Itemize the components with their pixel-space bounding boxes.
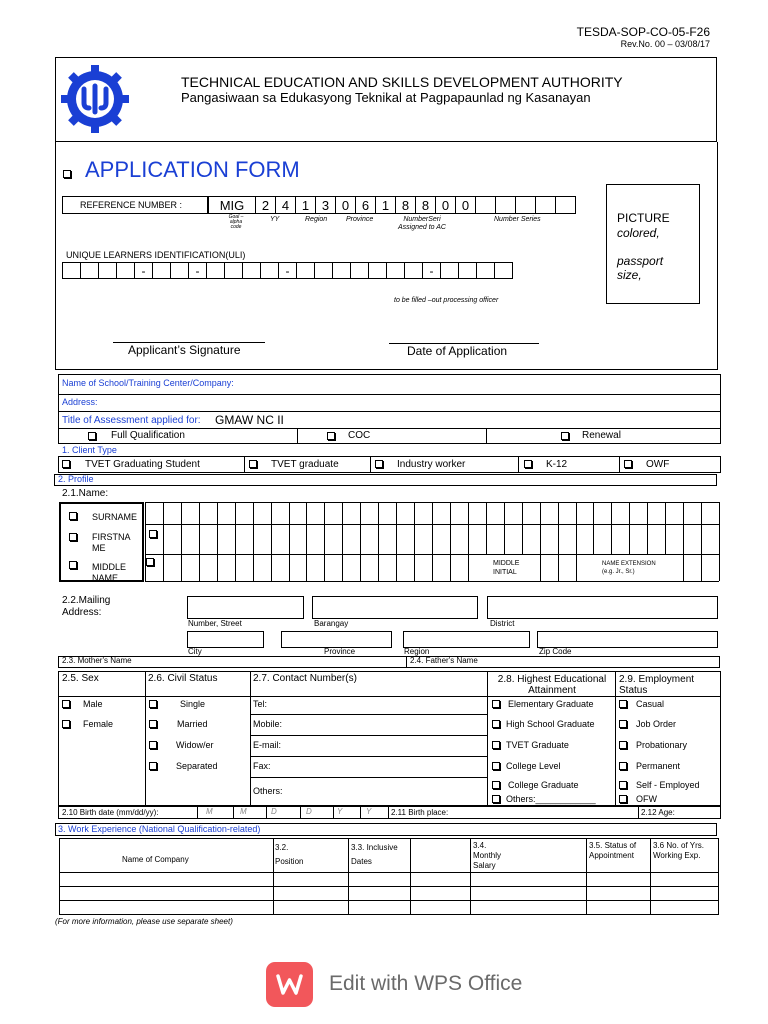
education-option: TVET Graduate xyxy=(506,740,569,750)
birth-mm[interactable]: M xyxy=(206,807,213,816)
divider xyxy=(266,806,267,819)
education-option: High School Graduate xyxy=(506,719,595,729)
divider xyxy=(145,671,146,806)
divider xyxy=(244,456,245,473)
school-label: Name of School/Training Center/Company: xyxy=(62,378,234,388)
birthplace-label: 2.11 Birth place: xyxy=(391,808,449,817)
client-type-option: K-12 xyxy=(546,459,568,470)
widower-checkbox[interactable] xyxy=(149,741,157,749)
birth-yy[interactable]: Y xyxy=(366,807,372,816)
caption-numberseri: NumberSeri Assigned to AC xyxy=(398,216,446,231)
divider xyxy=(370,456,371,473)
email-label[interactable]: E-mail: xyxy=(253,740,282,750)
divider xyxy=(619,456,620,473)
surname-label: SURNAME xyxy=(92,512,138,522)
ref-cell[interactable]: 0 xyxy=(456,197,476,214)
signature-label: Applicant’s Signature xyxy=(128,343,241,357)
uli-cell[interactable] xyxy=(225,263,243,279)
street-field[interactable] xyxy=(187,596,304,619)
ref-label: REFERENCE NUMBER : xyxy=(80,200,183,210)
birthdate-label: 2.10 Birth date (mm/dd/yy): xyxy=(62,808,159,817)
uli-cell[interactable] xyxy=(315,263,333,279)
caption-goal: Goal – alpha code xyxy=(228,214,244,230)
barangay-field[interactable] xyxy=(312,596,478,619)
name-label: 2.1.Name: xyxy=(62,488,109,499)
full-qualification-label: Full Qualification xyxy=(111,430,185,441)
civil-option: Separated xyxy=(176,761,218,771)
revision-number: Rev.No. 00 – 03/08/17 xyxy=(620,39,710,49)
ref-cell[interactable] xyxy=(496,197,516,214)
uli-cell[interactable] xyxy=(477,263,495,279)
date-label: Date of Application xyxy=(407,344,508,358)
birth-mm[interactable]: M xyxy=(240,807,247,816)
uli-cell[interactable] xyxy=(153,263,171,279)
mobile-label[interactable]: Mobile: xyxy=(253,719,283,729)
divider xyxy=(650,838,651,915)
client-type-option: Industry worker xyxy=(397,459,466,470)
divider xyxy=(388,806,389,819)
uli-cell[interactable] xyxy=(369,263,387,279)
education-option: Others:____________ xyxy=(506,794,596,804)
male-checkbox[interactable] xyxy=(62,700,70,708)
birth-yy[interactable]: Y xyxy=(337,807,343,816)
caption-province: Province xyxy=(324,647,356,656)
caption-region: Region xyxy=(404,647,430,656)
ref-cell[interactable]: MIG xyxy=(209,197,256,214)
employment-option: Permanent xyxy=(636,761,681,771)
divider xyxy=(518,456,519,473)
employment-option: Self - Employed xyxy=(636,780,700,790)
picture-colored: colored, xyxy=(617,226,660,240)
divider xyxy=(233,806,234,819)
college-level-checkbox[interactable] xyxy=(492,762,500,770)
divider xyxy=(59,872,719,873)
caption-street: Number, Street xyxy=(188,619,242,628)
education-option: Elementary Graduate xyxy=(508,699,594,709)
work-col-years: 3.6 No. of Yrs. Working Exp. xyxy=(653,841,704,860)
uli-cell[interactable] xyxy=(405,263,423,279)
ref-cell[interactable]: 1 xyxy=(376,197,396,214)
uli-dash: - xyxy=(135,263,153,279)
divider xyxy=(406,656,407,668)
caption-yy: YY xyxy=(270,216,280,223)
profile-header-box xyxy=(54,474,717,486)
divider xyxy=(300,806,301,819)
divider xyxy=(360,806,361,819)
client-type-option: OWF xyxy=(646,459,670,470)
picture-passport: passport xyxy=(617,254,664,268)
uli-cell[interactable] xyxy=(297,263,315,279)
divider xyxy=(250,756,487,757)
divider xyxy=(273,838,274,915)
education-option: College Graduate xyxy=(508,780,579,790)
divider xyxy=(58,411,721,412)
civil-option: Married xyxy=(177,719,208,729)
civil-option: Widow/er xyxy=(176,740,214,750)
middlename-checkbox[interactable] xyxy=(69,561,77,569)
sex-option: Female xyxy=(83,719,114,729)
tvet-graduate-checkbox[interactable] xyxy=(492,741,500,749)
divider xyxy=(615,671,616,806)
uli-cell[interactable] xyxy=(207,263,225,279)
client-type-label: 1. Client Type xyxy=(62,445,117,455)
ref-cell[interactable]: 0 xyxy=(336,197,356,214)
ofw-checkbox[interactable] xyxy=(619,795,627,803)
client-tvet-graduating-checkbox[interactable] xyxy=(62,460,70,468)
uli-cell[interactable] xyxy=(63,263,81,279)
divider xyxy=(250,735,487,736)
client-type-option: TVET graduate xyxy=(271,459,339,470)
uli-cell[interactable] xyxy=(459,263,477,279)
caption-region: Region xyxy=(305,216,328,223)
middle-initial-label: MIDDLE INITIAL xyxy=(493,560,520,576)
divider xyxy=(586,838,587,915)
caption-province: Province xyxy=(346,216,374,223)
full-qualification-checkbox[interactable] xyxy=(88,432,96,440)
org-title: TECHNICAL EDUCATION AND SKILLS DEVELOPMENT AUTHORITY xyxy=(181,74,623,90)
processing-note: to be filled –out processing officer xyxy=(394,297,499,304)
employment-option: OFW xyxy=(636,794,657,804)
divider xyxy=(58,696,721,697)
region-field[interactable] xyxy=(403,631,530,648)
uli-cell[interactable] xyxy=(261,263,279,279)
tesda-logo xyxy=(60,62,130,136)
client-industry-worker-checkbox[interactable] xyxy=(375,460,383,468)
uli-cell[interactable] xyxy=(387,263,405,279)
renewal-checkbox[interactable] xyxy=(561,432,569,440)
mailing-address-label: 2.2.Mailing Address: xyxy=(62,595,111,618)
female-checkbox[interactable] xyxy=(62,720,70,728)
mother-name-label: 2.3. Mother's Name xyxy=(62,656,132,665)
contact-label: 2.7. Contact Number(s) xyxy=(253,673,357,684)
divider xyxy=(348,838,349,915)
uli-dash: - xyxy=(189,263,207,279)
renewal-label: Renewal xyxy=(582,430,621,441)
uli-cell[interactable] xyxy=(99,263,117,279)
uli-cell[interactable] xyxy=(441,263,459,279)
uli-cells xyxy=(62,262,513,279)
divider xyxy=(297,428,298,444)
highschool-checkbox[interactable] xyxy=(492,720,500,728)
uli-cell[interactable] xyxy=(171,263,189,279)
fax-label[interactable]: Fax: xyxy=(253,761,271,771)
parents-row xyxy=(58,656,720,668)
assessment-label: Title of Assessment applied for: xyxy=(62,415,201,426)
ref-cell[interactable] xyxy=(516,197,536,214)
education-label: 2.8. Highest Educational Attainment xyxy=(497,674,607,696)
divider xyxy=(58,394,721,395)
uli-cell[interactable] xyxy=(495,263,513,279)
divider xyxy=(487,671,488,806)
sex-label: 2.5. Sex xyxy=(62,673,99,684)
coc-label: COC xyxy=(348,430,371,441)
ref-cell[interactable] xyxy=(476,197,496,214)
caption-district: District xyxy=(490,619,515,628)
district-field[interactable] xyxy=(487,596,718,619)
ref-cell[interactable]: 3 xyxy=(316,197,336,214)
work-col-status: 3.5. Status of Appointment xyxy=(589,841,637,860)
birth-dd[interactable]: D xyxy=(306,807,312,816)
surname-checkbox[interactable] xyxy=(69,512,77,520)
job-order-checkbox[interactable] xyxy=(619,720,627,728)
ref-cell[interactable]: 6 xyxy=(356,197,376,214)
divider xyxy=(59,900,719,901)
civil-status-label: 2.6. Civil Status xyxy=(148,673,218,684)
province-field[interactable] xyxy=(281,631,392,648)
casual-checkbox[interactable] xyxy=(619,700,627,708)
middlename-label: MIDDLE NAME xyxy=(92,562,127,583)
profile-label: 2. Profile xyxy=(58,474,94,484)
father-name-label: 2.4. Father's Name xyxy=(410,656,478,665)
zipcode-field[interactable] xyxy=(537,631,718,648)
elementary-checkbox[interactable] xyxy=(492,700,500,708)
employment-option: Probationary xyxy=(636,740,688,750)
education-option: College Level xyxy=(506,761,561,771)
divider xyxy=(638,806,639,819)
employment-option: Casual xyxy=(636,699,665,709)
client-type-option: TVET Graduating Student xyxy=(85,459,200,470)
divider xyxy=(333,806,334,819)
uli-dash: - xyxy=(423,263,441,279)
org-subtitle: Pangasiwaan sa Edukasyong Teknikal at Pagpapaunlad ng Kasanayan xyxy=(181,90,591,105)
uli-cell[interactable] xyxy=(243,263,261,279)
uli-cell[interactable] xyxy=(117,263,135,279)
birth-dd[interactable]: D xyxy=(271,807,277,816)
work-col-company: Name of Company xyxy=(122,855,189,864)
probationary-checkbox[interactable] xyxy=(619,741,627,749)
name-extension-label: NAME EXTENSION (e.g. Jr., Sr.) xyxy=(602,561,656,575)
city-field[interactable] xyxy=(187,631,264,648)
client-k12-checkbox[interactable] xyxy=(524,460,532,468)
picture-box xyxy=(606,184,700,304)
ref-cell[interactable]: 2 xyxy=(256,197,276,214)
ref-cell[interactable]: 1 xyxy=(296,197,316,214)
college-graduate-checkbox[interactable] xyxy=(492,781,500,789)
divider xyxy=(59,886,719,887)
sex-option: Male xyxy=(83,699,103,709)
uli-dash: - xyxy=(279,263,297,279)
divider xyxy=(197,806,198,819)
ref-cell[interactable]: 8 xyxy=(416,197,436,214)
picture-label: PICTURE xyxy=(617,211,670,225)
work-col-dates: 3.3. Inclusive Dates xyxy=(351,843,398,866)
form-right-border xyxy=(717,142,718,370)
client-tvet-graduate-checkbox[interactable] xyxy=(249,460,257,468)
ref-cell[interactable] xyxy=(556,197,576,214)
divider xyxy=(250,777,487,778)
uli-label: UNIQUE LEARNERS IDENTIFICATION(ULI) xyxy=(66,250,246,260)
divider xyxy=(486,428,487,444)
uli-cell[interactable] xyxy=(351,263,369,279)
age-label: 2.12 Age: xyxy=(641,808,675,817)
divider xyxy=(250,714,487,715)
divider xyxy=(58,428,721,429)
firstname-checkbox[interactable] xyxy=(69,533,77,541)
civil-option: Single xyxy=(180,699,206,709)
work-col-salary: 3.4. Monthly Salary xyxy=(473,841,502,870)
picture-size: size, xyxy=(617,268,642,282)
ref-cell[interactable]: 8 xyxy=(396,197,416,214)
application-form-checkbox[interactable] xyxy=(63,170,71,178)
employment-label: 2.9. Employment Status xyxy=(619,674,695,696)
uli-cell[interactable] xyxy=(81,263,99,279)
divider xyxy=(250,671,251,806)
form-left-border xyxy=(55,142,56,370)
caption-barangay: Barangay xyxy=(314,619,349,628)
others-contact-label[interactable]: Others: xyxy=(253,786,283,796)
self-employed-checkbox[interactable] xyxy=(619,781,627,789)
address-label: Address: xyxy=(62,397,98,407)
ref-cell[interactable]: 4 xyxy=(276,197,296,214)
wps-text[interactable]: Edit with WPS Office xyxy=(329,972,523,995)
permanent-checkbox[interactable] xyxy=(619,762,627,770)
footnote: (For more information, please use separate sheet) xyxy=(55,917,233,926)
caption-number-series: Number Series xyxy=(494,216,541,223)
employment-option: Job Order xyxy=(636,719,677,729)
ref-cell[interactable] xyxy=(536,197,556,214)
client-owf-checkbox[interactable] xyxy=(624,460,632,468)
reference-number-cells xyxy=(208,196,576,214)
assessment-value[interactable]: GMAW NC II xyxy=(215,413,284,427)
work-experience-label: 3. Work Experience (National Qualification-related) xyxy=(58,824,261,834)
separated-checkbox[interactable] xyxy=(149,762,157,770)
divider xyxy=(470,838,471,915)
ref-cell[interactable]: 0 xyxy=(436,197,456,214)
wps-logo xyxy=(266,962,313,1007)
tel-label[interactable]: Tel: xyxy=(253,699,268,709)
firstname-label: FIRSTNA ME xyxy=(92,532,131,553)
caption-city: City xyxy=(188,647,202,656)
wps-w-icon xyxy=(266,962,313,1007)
single-checkbox[interactable] xyxy=(149,700,157,708)
form-bottom-border xyxy=(55,369,717,370)
others-education-checkbox[interactable] xyxy=(492,795,500,803)
work-col-position: 3.2. Position xyxy=(275,843,304,866)
document-code: TESDA-SOP-CO-05-F26 xyxy=(576,25,710,39)
form-title: APPLICATION FORM xyxy=(85,157,300,182)
married-checkbox[interactable] xyxy=(149,720,157,728)
caption-zip: Zip Code xyxy=(539,647,572,656)
uli-cell[interactable] xyxy=(333,263,351,279)
coc-checkbox[interactable] xyxy=(327,432,335,440)
